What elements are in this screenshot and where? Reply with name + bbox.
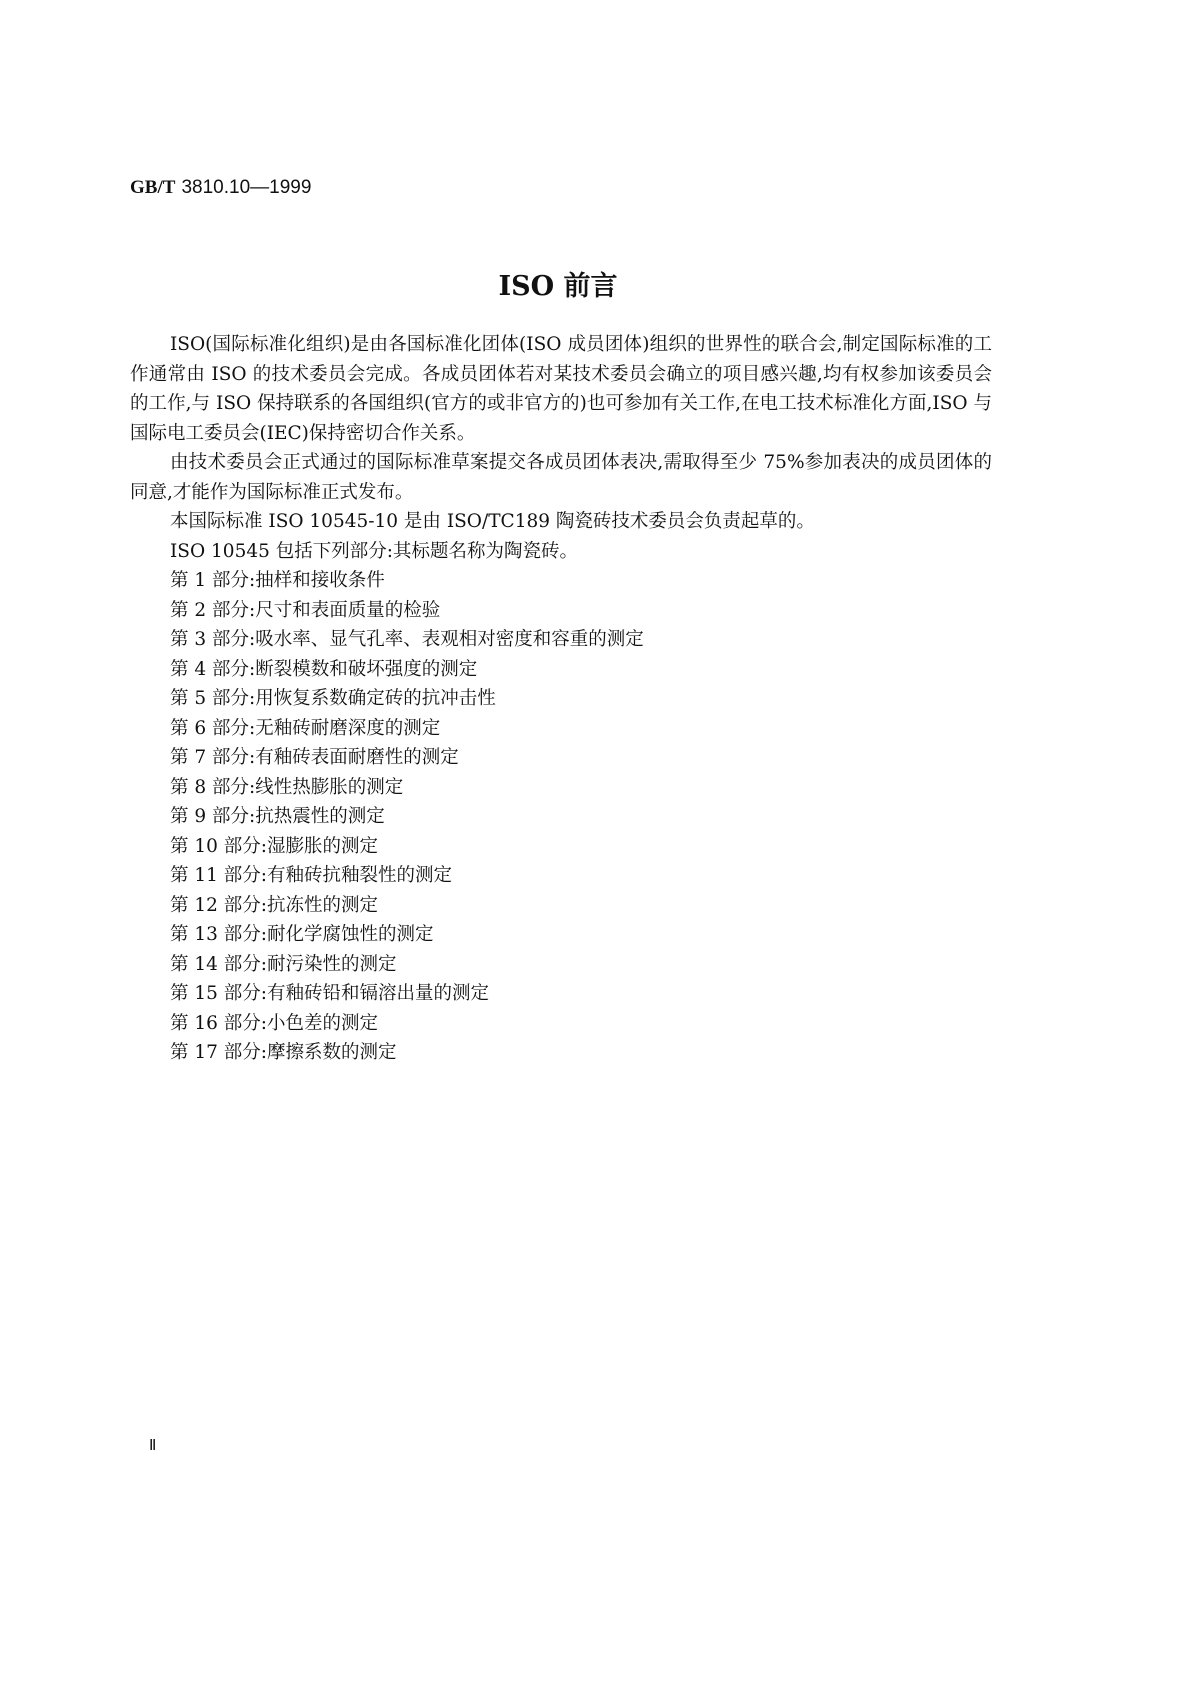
list-item: 第 14 部分:耐污染性的测定 <box>170 953 397 975</box>
list-item: 第 6 部分:无釉砖耐磨深度的测定 <box>170 717 441 739</box>
list-item: 第 5 部分:用恢复系数确定砖的抗冲击性 <box>170 688 496 709</box>
page-number: Ⅱ <box>149 1438 157 1454</box>
list-item: 第 3 部分:吸水率、显气孔率、表观相对密度和容重的测定 <box>170 629 644 650</box>
list-item: 第 1 部分:抽样和接收条件 <box>170 570 385 591</box>
paragraph: 由技术委员会正式通过的国际标准草案提交各成员团体表决,需取得至少 75%参加表决的成员团体的同意,才能作为国际标准正式发布。 <box>130 452 992 503</box>
list-item: 第 10 部分:湿膨胀的测定 <box>170 835 379 857</box>
list-item: 第 12 部分:抗冻性的测定 <box>170 894 379 916</box>
paragraph: ISO(国际标准化组织)是由各国标准化团体(ISO 成员团体)组织的世界性的联合会,制定国际标准的工作通常由 ISO 的技术委员会完成。各成员团体若对某技术委员会确立的项目感兴趣,均有权参加该委员会的工作,与 ISO 保持联系的各国组织(官方的或非官方的)也可参加有关工作,在电工技术标准化方面,ISO 与国际电工委员会(IEC)保持密切合作关系。 <box>130 334 992 444</box>
standard-prefix: GB/T <box>130 177 176 198</box>
document-header <box>130 176 311 199</box>
list-item: 第 13 部分:耐化学腐蚀性的测定 <box>170 924 434 945</box>
list-item: 第 8 部分:线性热膨胀的测定 <box>170 776 404 798</box>
standard-number: 3810.10—1999 <box>181 177 312 198</box>
list-item: 第 2 部分:尺寸和表面质量的检验 <box>170 599 441 621</box>
list-item: 第 15 部分:有釉砖铅和镉溶出量的测定 <box>170 983 490 1004</box>
list-item: 第 17 部分:摩擦系数的测定 <box>170 1042 397 1063</box>
paragraph: ISO 10545 包括下列部分:其标题名称为陶瓷砖。 <box>170 540 578 562</box>
document-body <box>130 330 992 1068</box>
list-item: 第 9 部分:抗热震性的测定 <box>170 806 385 827</box>
paragraph: 本国际标准 ISO 10545-10 是由 ISO/TC189 陶瓷砖技术委员会负责起草的。 <box>170 511 815 532</box>
list-item: 第 11 部分:有釉砖抗釉裂性的测定 <box>170 865 453 886</box>
list-item: 第 7 部分:有釉砖表面耐磨性的测定 <box>170 747 459 768</box>
page-title: ISO 前言 <box>498 271 618 302</box>
list-item: 第 4 部分:断裂模数和破坏强度的测定 <box>170 658 478 680</box>
list-item: 第 16 部分:小色差的测定 <box>170 1012 379 1034</box>
